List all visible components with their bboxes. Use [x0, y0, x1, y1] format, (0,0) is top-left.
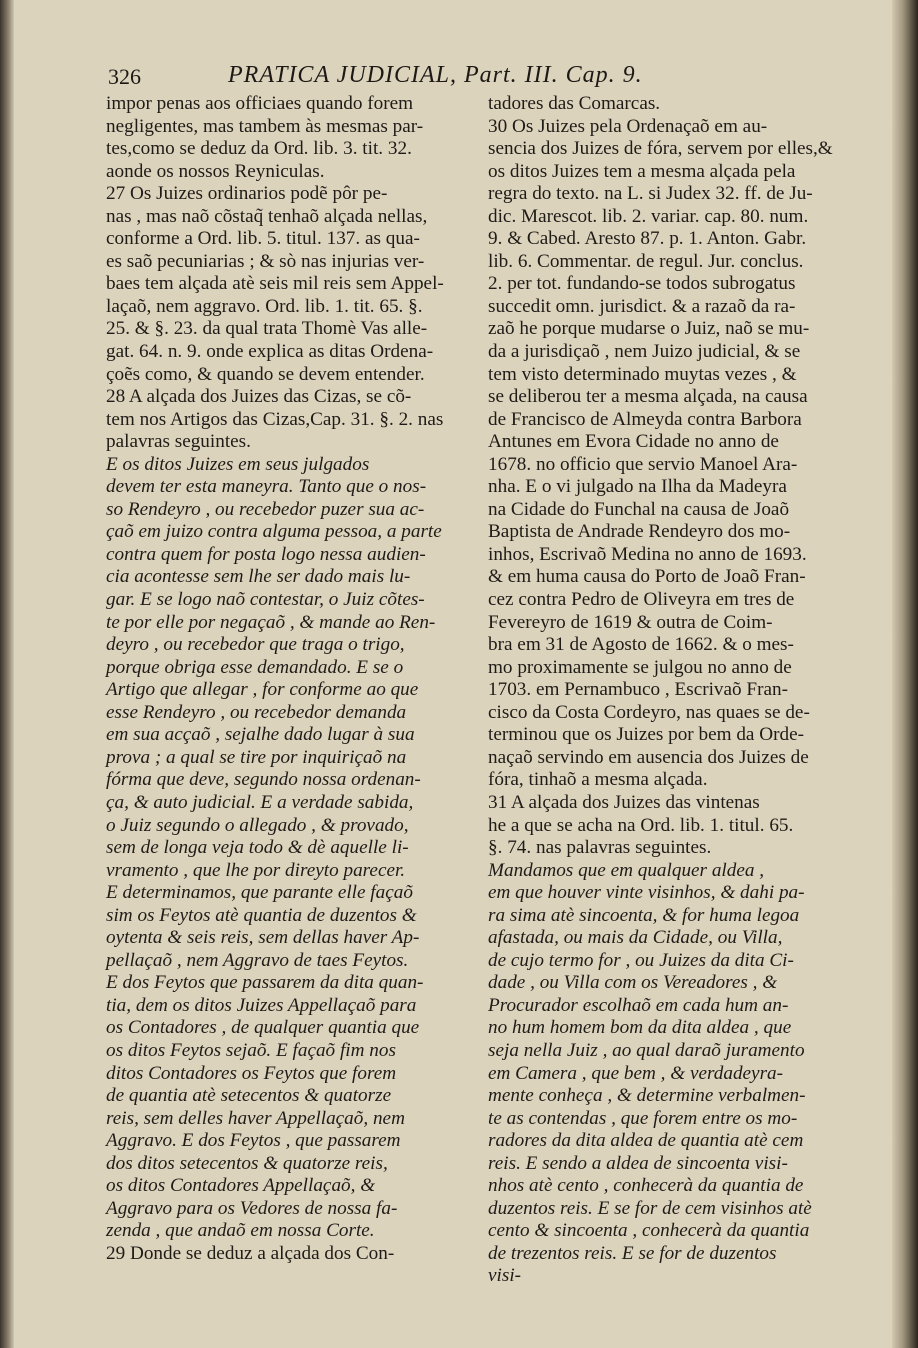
text-line: da a jurisdiçaõ , nem Juizo judicial, & se — [488, 341, 801, 363]
text-line: cez contra Pedro de Oliveyra em tres de — [488, 589, 795, 611]
text-line: Procurador escolhaõ em cada hum an- — [488, 994, 789, 1016]
text-line: gat. 64. n. 9. onde explica as ditas Ordena- — [106, 341, 434, 363]
text-line: çaõ em juizo contra alguma pessoa, a parte — [106, 521, 442, 543]
text-line: dos ditos setecentos & quatorze reis, — [106, 1152, 388, 1174]
text-line: deyro , ou recebedor que traga o trigo, — [106, 634, 405, 656]
text-line: de trezentos reis. E se for de duzentos — [488, 1242, 777, 1264]
text-line: mo proximamente se julgou no anno de — [488, 656, 792, 678]
text-line: cia acontesse sem lhe ser dado mais lu- — [106, 566, 411, 588]
text-line: dic. Marescot. lib. 2. variar. cap. 80. num. — [488, 205, 809, 227]
text-line: os ditos Contadores Appellaçaõ, & — [106, 1175, 376, 1197]
text-line: E determinamos, que parante elle façaõ — [106, 882, 413, 904]
text-line: & em huma causa do Porto de Joaõ Fran- — [488, 566, 806, 588]
text-line: oytenta & seis reis, sem dellas haver Ap- — [106, 927, 420, 949]
text-line: succedit omn. jurisdict. & a razaõ da ra- — [488, 295, 796, 317]
text-line: cisco da Costa Cordeyro, nas quaes se de- — [488, 701, 810, 723]
text-line: çoẽs como, & quando se devem entender. — [106, 363, 425, 385]
text-line: de cujo termo for , ou Juizes da dita Ci- — [488, 949, 794, 971]
text-line: de quantia atè setecentos & quatorze — [106, 1085, 392, 1107]
text-line: fórma que deve, segundo nossa ordenan- — [106, 769, 421, 791]
page-gutter-left — [0, 0, 14, 1348]
text-line: E os ditos Juizes em seus julgados — [106, 453, 370, 475]
text-line: em sua acçaõ , sejalhe dado lugar à sua — [106, 724, 415, 746]
text-line: 25. & §. 23. da qual trata Thomè Vas alle- — [106, 318, 428, 340]
text-line: visi- — [488, 1265, 522, 1287]
text-line: no hum homem bom da dita aldea , que — [488, 1017, 792, 1039]
text-line: lib. 6. Commentar. de regul. Jur. conclus. — [488, 250, 804, 272]
text-line: afastada, ou mais da Cidade, ou Villa, — [488, 927, 783, 949]
text-line: bra em 31 de Agosto de 1662. & o mes- — [488, 634, 794, 656]
text-line: duzentos reis. E se for de cem visinhos atè — [488, 1197, 812, 1219]
text-line: porque obriga esse demandado. E se o — [106, 656, 404, 678]
text-line: vramento , que lhe por direyto parecer. — [106, 859, 406, 881]
text-line: ça, & auto judicial. E a verdade sabida, — [106, 791, 414, 813]
text-line: ditos Contadores os Feytos que forem — [106, 1062, 397, 1084]
page-header — [108, 62, 798, 94]
text-line: 29 Donde se deduz a alçada dos Con- — [106, 1242, 395, 1264]
text-line: contra quem for posta logo nessa audien- — [106, 543, 426, 565]
text-line: Antunes em Evora Cidade no anno de — [488, 431, 779, 453]
text-line: Artigo que allegar , for conforme ao que — [106, 679, 419, 701]
text-line: zaõ he porque mudarse o Juiz, naõ se mu- — [488, 318, 810, 340]
text-line: radores da dita aldea de quantia atè cem — [488, 1130, 804, 1152]
text-line: zenda , que andaõ em nossa Corte. — [106, 1220, 375, 1242]
text-line: 27 Os Juizes ordinarios podẽ pôr pe- — [106, 183, 388, 205]
text-line: nas , mas naõ cõstaq̃ tenhaõ alçada nellas, — [106, 205, 428, 227]
text-line: nhos atè cento , conhecerà da quantia de — [488, 1175, 804, 1197]
text-line: tem visto determinado muytas vezes , & — [488, 363, 797, 385]
text-line: Fevereyro de 1619 & outra de Coim- — [488, 611, 773, 633]
text-line: tia, dem os ditos Juizes Appellaçaõ para — [106, 994, 417, 1016]
running-title: PRATICA JUDICIAL, Part. III. Cap. 9. — [228, 62, 643, 88]
text-line: 9. & Cabed. Aresto 87. p. 1. Anton. Gabr. — [488, 228, 807, 250]
text-line: seja nella Juiz , ao qual daraõ juramento — [488, 1039, 805, 1061]
text-column-right — [488, 93, 868, 1288]
text-line: so Rendeyro , ou recebedor puzer sua ac- — [106, 498, 425, 520]
text-line: sem de longa veja todo & dè aquelle li- — [106, 837, 409, 859]
text-line: negligentes, mas tambem às mesmas par- — [106, 115, 424, 137]
text-line: sencia dos Juizes de fóra, servem por elles,& — [488, 138, 833, 160]
text-line: te as contendas , que forem entre os mo- — [488, 1107, 798, 1129]
text-line: sim os Feytos atè quantia de duzentos & — [106, 904, 417, 926]
text-line: se deliberou ter a mesma alçada, na causa — [488, 386, 808, 408]
text-line: reis. E sendo a aldea de sincoenta visi- — [488, 1152, 788, 1174]
page-gutter-right — [892, 0, 918, 1348]
text-line: Baptista de Andrade Rendeyro dos mo- — [488, 521, 791, 543]
text-line: cento & sincoenta , conhecerà da quantia — [488, 1220, 810, 1242]
text-line: os ditos Feytos sejaõ. E façaõ fim nos — [106, 1039, 396, 1061]
text-line: mente conheça , & determine verbalmen- — [488, 1085, 806, 1107]
text-line: 30 Os Juizes pela Ordenaçaõ em au- — [488, 115, 768, 137]
text-line: fóra, tinhaõ a mesma alçada. — [488, 769, 708, 791]
text-line: Mandamos que em qualquer aldea , — [488, 859, 765, 881]
text-line: impor penas aos officiaes quando forem — [106, 93, 414, 114]
text-line: pellaçaõ , nem Aggravo de taes Feytos. — [106, 949, 409, 971]
text-line: tadores das Comarcas. — [488, 93, 661, 114]
text-line: Aggravo. E dos Feytos , que passarem — [106, 1130, 401, 1152]
text-line: aonde os nossos Reyniculas. — [106, 160, 325, 182]
text-line: conforme a Ord. lib. 5. titul. 137. as qua- — [106, 228, 420, 250]
text-line: regra do texto. na L. si Judex 32. ff. de Ju- — [488, 183, 813, 205]
text-line: devem ter esta maneyra. Tanto que o nos- — [106, 476, 427, 498]
text-line: em que houver vinte visinhos, & dahi pa- — [488, 882, 805, 904]
text-line: es saõ pecuniarias ; & sò nas injurias ver- — [106, 250, 425, 272]
text-line: 31 A alçada dos Juizes das vintenas — [488, 791, 760, 813]
text-line: inhos, Escrivaõ Medina no anno de 1693. — [488, 543, 807, 565]
text-line: 1678. no officio que servio Manoel Ara- — [488, 453, 798, 475]
text-line: na Cidade do Funchal na causa de Joaõ — [488, 498, 790, 520]
text-line: 1703. em Pernambuco , Escrivaõ Fran- — [488, 679, 788, 701]
text-line: §. 74. nas palavras seguintes. — [488, 837, 712, 859]
page-number: 326 — [108, 64, 141, 89]
text-line: o Juiz segundo o allegado , & provado, — [106, 814, 409, 836]
text-line: he a que se acha na Ord. lib. 1. titul. 65. — [488, 814, 794, 836]
text-line: Aggravo para os Vedores de nossa fa- — [106, 1197, 398, 1219]
text-line: de Francisco de Almeyda contra Barbora — [488, 408, 802, 430]
text-line: em Camera , que bem , & verdadeyra- — [488, 1062, 784, 1084]
text-line: 2. per tot. fundando-se todos subrogatus — [488, 273, 796, 295]
text-line: tes,como se deduz da Ord. lib. 3. tit. 32. — [106, 138, 412, 160]
text-line: te por elle por negaçaõ , & mande ao Ren- — [106, 611, 436, 633]
text-line: ra sima atè sincoenta, & for huma legoa — [488, 904, 800, 926]
text-line: terminou que os Juizes por bem da Orde- — [488, 724, 804, 746]
text-line: baes tem alçada atè seis mil reis sem Appel- — [106, 273, 444, 295]
text-line: os ditos Juizes tem a mesma alçada pela — [488, 160, 796, 182]
text-column-left — [106, 93, 486, 1265]
text-line: nha. E o vi julgado na Ilha da Madeyra — [488, 476, 787, 498]
text-line: laçaõ, nem aggravo. Ord. lib. 1. tit. 65. §. — [106, 295, 423, 317]
text-line: reis, sem delles haver Appellaçaõ, nem — [106, 1107, 405, 1129]
text-line: esse Rendeyro , ou recebedor demanda — [106, 701, 407, 723]
text-line: os Contadores , de qualquer quantia que — [106, 1017, 420, 1039]
text-line: naçaõ servindo em ausencia dos Juizes de — [488, 746, 809, 768]
text-line: palavras seguintes. — [106, 431, 251, 453]
text-line: E dos Feytos que passarem da dita quan- — [106, 972, 424, 994]
text-line: tem nos Artigos das Cizas,Cap. 31. §. 2. nas — [106, 408, 444, 430]
text-line: dade , ou Villa com os Vereadores , & — [488, 972, 778, 994]
text-line: gar. E se logo naõ contestar, o Juiz cõtes- — [106, 589, 425, 611]
text-line: 28 A alçada dos Juizes das Cizas, se cõ- — [106, 386, 412, 408]
text-line: prova ; a qual se tire por inquiriçaõ na — [106, 746, 407, 768]
